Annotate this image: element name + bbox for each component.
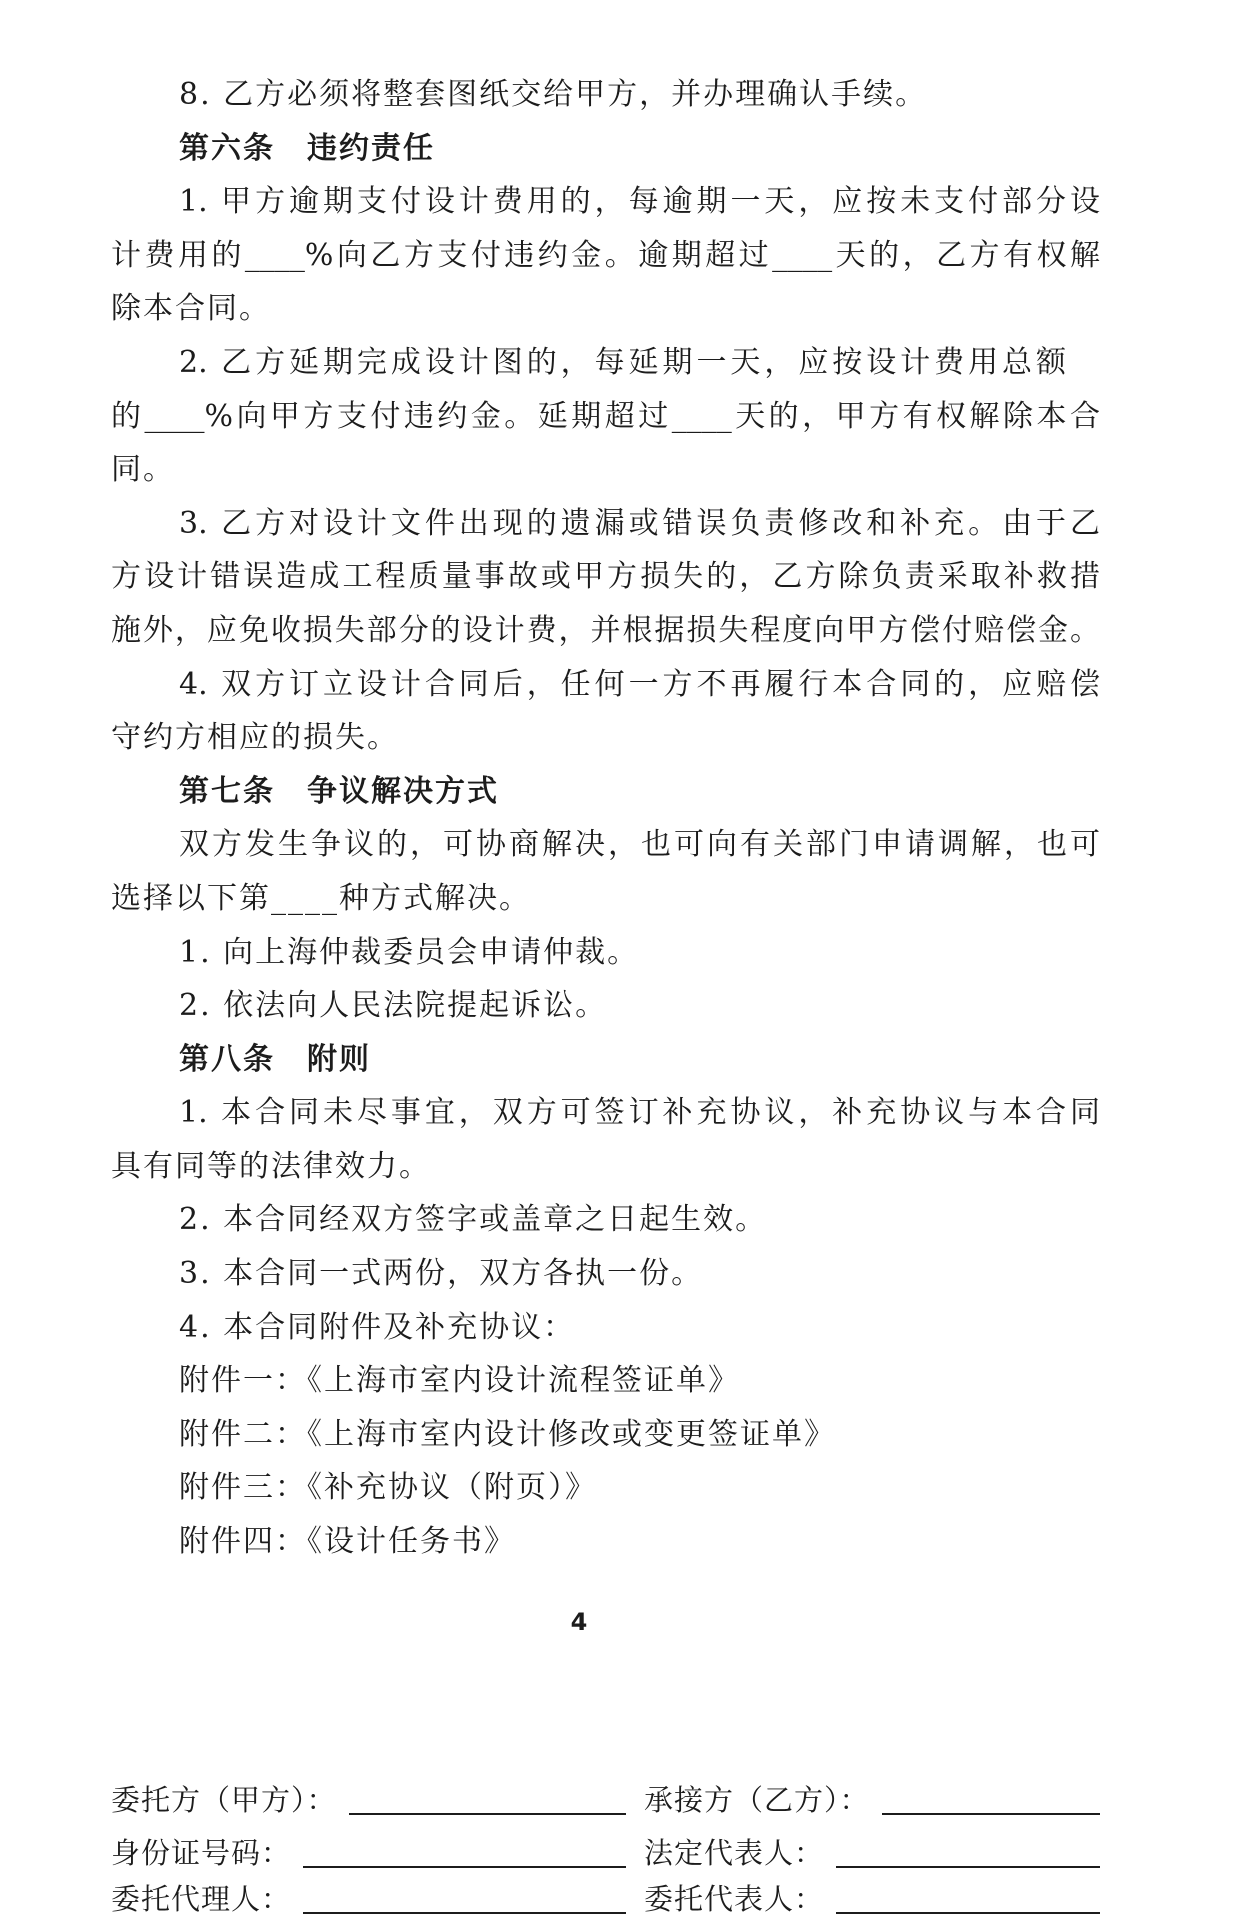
party-b-field: [644, 1781, 1100, 1819]
article6-item2-line1: 2. 乙方延期完成设计图的，每延期一天，应按设计费用总额: [179, 344, 1066, 380]
article7-option2: 2. 依法向人民法院提起诉讼。: [179, 988, 608, 1024]
attachment-1: 附件一：《上海市室内设计流程签证单》: [179, 1363, 740, 1399]
attachment-4: 附件四：《设计任务书》: [179, 1524, 516, 1560]
article7-option1: 1. 向上海仲裁委员会申请仲裁。: [179, 934, 640, 970]
signature-row-parties: [111, 1781, 1100, 1819]
article5-item8: 8. 乙方必须将整套图纸交给甲方，并办理确认手续。: [179, 77, 928, 112]
article6-item1-line1: 1. 甲方逾期支付设计费用的，每逾期一天，应按未支付部分设: [179, 184, 1100, 220]
article7-intro-line2: 选择以下第____种方式解决。: [111, 880, 531, 916]
article6-item3-line3: 施外，应免收损失部分的设计费，并根据损失程度向甲方偿付赔偿金。: [111, 612, 1100, 648]
id-number-blank: [303, 1836, 626, 1868]
article7-intro-line1: 双方发生争议的，可协商解决，也可向有关部门申请调解，也可: [179, 827, 1100, 863]
article8-item3: 3. 本合同一式两份，双方各执一份。: [179, 1256, 704, 1292]
agent-field: [111, 1880, 626, 1918]
legal-rep-label: 法定代表人：: [644, 1836, 825, 1870]
id-number-label: 身份证号码：: [111, 1836, 292, 1870]
heading-article7: 第七条 争议解决方式: [179, 773, 499, 809]
id-number-field: [111, 1834, 626, 1872]
article6-item2-line3: 同。: [111, 452, 175, 488]
article8-item1-line2: 具有同等的法律效力。: [111, 1148, 431, 1184]
party-b-blank: [882, 1783, 1100, 1815]
agent-blank: [303, 1882, 626, 1914]
article8-item4: 4. 本合同附件及补充协议：: [179, 1309, 576, 1345]
article8-item2: 2. 本合同经双方签字或盖章之日起生效。: [179, 1202, 768, 1238]
article6-item3-line2: 方设计错误造成工程质量事故或甲方损失的，乙方除负责采取补救措: [111, 559, 1100, 595]
authorized-rep-field: [644, 1880, 1100, 1918]
article6-item3-line1: 3. 乙方对设计文件出现的遗漏或错误负责修改和补充。由于乙: [179, 505, 1100, 541]
page-number: 4: [570, 1608, 588, 1636]
party-a-blank: [349, 1783, 626, 1815]
agent-label: 委托代理人：: [111, 1882, 292, 1916]
authorized-rep-label: 委托代表人：: [644, 1882, 825, 1916]
authorized-rep-blank: [836, 1882, 1100, 1914]
party-a-label: 委托方（甲方）：: [111, 1783, 337, 1817]
attachment-3: 附件三：《补充协议（附页）》: [179, 1470, 597, 1506]
article6-item1-line3: 除本合同。: [111, 291, 271, 327]
attachment-2: 附件二：《上海市室内设计修改或变更签证单》: [179, 1416, 836, 1452]
party-b-label: 承接方（乙方）：: [644, 1783, 870, 1817]
article6-item2-line2: 的____%向甲方支付违约金。延期超过____天的，甲方有权解除本合: [111, 398, 1100, 434]
article6-item1-line2: 计费用的____%向乙方支付违约金。逾期超过____天的，乙方有权解: [111, 237, 1100, 273]
signature-row-agents: [111, 1880, 1100, 1918]
article6-item4-line2: 守约方相应的损失。: [111, 720, 399, 756]
heading-article8: 第八条 附则: [179, 1041, 371, 1077]
article6-item4-line1: 4. 双方订立设计合同后，任何一方不再履行本合同的，应赔偿: [179, 666, 1100, 702]
heading-article6: 第六条 违约责任: [179, 130, 435, 166]
legal-rep-blank: [836, 1836, 1100, 1868]
signature-row-id: [111, 1834, 1100, 1872]
article8-item1-line1: 1. 本合同未尽事宜，双方可签订补充协议，补充协议与本合同: [179, 1095, 1100, 1131]
legal-rep-field: [644, 1834, 1100, 1872]
party-a-field: [111, 1781, 626, 1819]
contract-body: [111, 68, 1100, 1569]
